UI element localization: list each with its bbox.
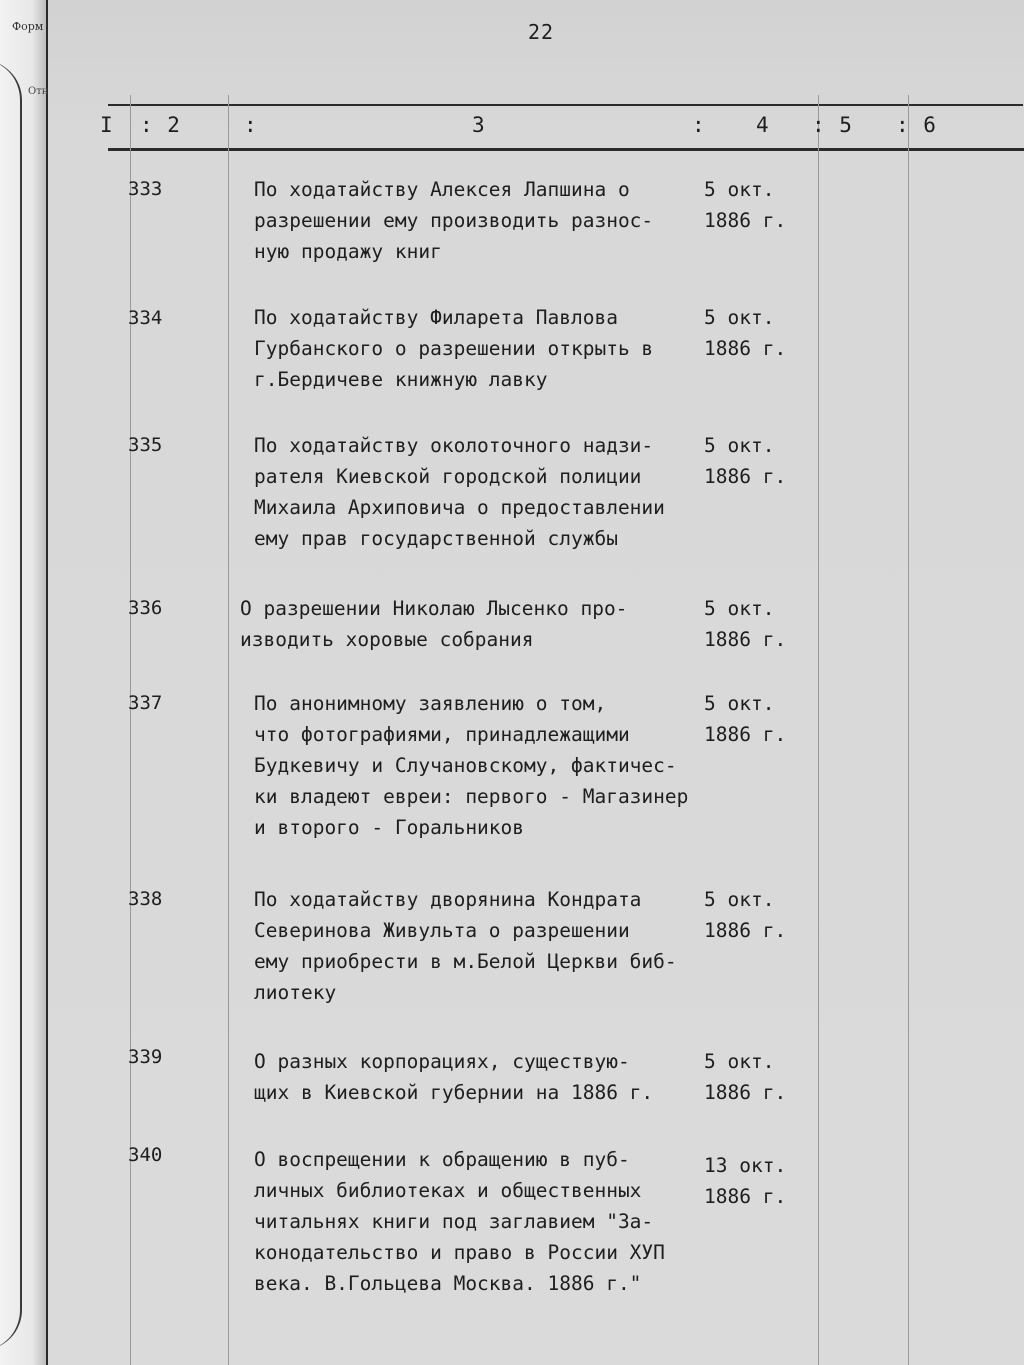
margin-sublabel: Отн: [28, 86, 49, 97]
entry-number: 336: [128, 597, 163, 619]
column-divider: [228, 95, 229, 1365]
entry-number: 333: [128, 178, 163, 200]
entry-number: 335: [128, 434, 163, 456]
entry-date: 5 окт. 1886 г.: [704, 434, 787, 488]
entry-date: 5 окт. 1886 г.: [704, 597, 787, 651]
entry-date: 5 окт. 1886 г.: [704, 306, 787, 360]
entry-number: 339: [128, 1046, 163, 1068]
entry-description: По ходатайству околоточного надзи- рателя Киевской городской полиции Михаила Архиповича о предоставлении ему прав государственной службы: [254, 434, 665, 550]
column-header-4-separator: :: [692, 113, 706, 137]
column-divider: [130, 95, 131, 1365]
column-header-6: : 6: [896, 113, 937, 137]
entry-date: 5 окт. 1886 г.: [704, 692, 787, 746]
margin-label: Форм: [12, 20, 44, 33]
page-number: 22: [528, 20, 555, 44]
column-header-5: : 5: [812, 113, 853, 137]
column-header-2: : 2: [140, 113, 181, 137]
column-header-3: 3: [472, 113, 486, 137]
header-rule-top: [108, 104, 1023, 106]
entry-number: 334: [128, 307, 163, 329]
entry-description: О разрешении Николаю Лысенко про- изводить хоровые собрания: [240, 597, 628, 651]
header-rule-bottom: [108, 148, 1024, 151]
column-header-4: 4: [756, 113, 770, 137]
previous-page-margin: [0, 0, 48, 1365]
entry-description: По ходатайству Филарета Павлова Гурбанского о разрешении открыть в г.Бердичеве книжную лавку: [254, 306, 654, 391]
column-header-3-separator: :: [244, 113, 258, 137]
entry-description: По ходатайству Алексея Лапшина о разрешении ему производить разнос- ную продажу книг: [254, 178, 654, 263]
entry-number: 338: [128, 888, 163, 910]
entry-description: О разных корпорациях, существую- щих в Киевской губернии на 1886 г.: [254, 1050, 654, 1104]
entry-number: 340: [128, 1144, 163, 1166]
column-divider: [908, 95, 909, 1365]
entry-date: 5 окт. 1886 г.: [704, 1050, 787, 1104]
entry-date: 5 окт. 1886 г.: [704, 178, 787, 232]
document-page: [48, 0, 1024, 1365]
entry-description: О воспрещении к обращению в пуб- личных библиотеках и общественных читальнях книги под заглавием "За- конодательство и право в России ХУП века. В.Гольцева Москва. 1886 г.": [254, 1148, 665, 1295]
entry-date: 13 окт. 1886 г.: [704, 1154, 787, 1208]
entry-date: 5 окт. 1886 г.: [704, 888, 787, 942]
entry-number: 337: [128, 692, 163, 714]
entry-description: По анонимному заявлению о том, что фотографиями, принадлежащими Будкевичу и Случановскому, фактичес- ки владеют евреи: первого - Магазинер и второго - Горальников: [254, 692, 689, 839]
entry-description: По ходатайству дворянина Кондрата Северинова Живульта о разрешении ему приобрести в м.Белой Церкви биб- лиотеку: [254, 888, 677, 1004]
column-divider: [818, 95, 819, 1365]
column-header-1: I: [100, 113, 114, 137]
page-curl: [0, 60, 22, 1350]
